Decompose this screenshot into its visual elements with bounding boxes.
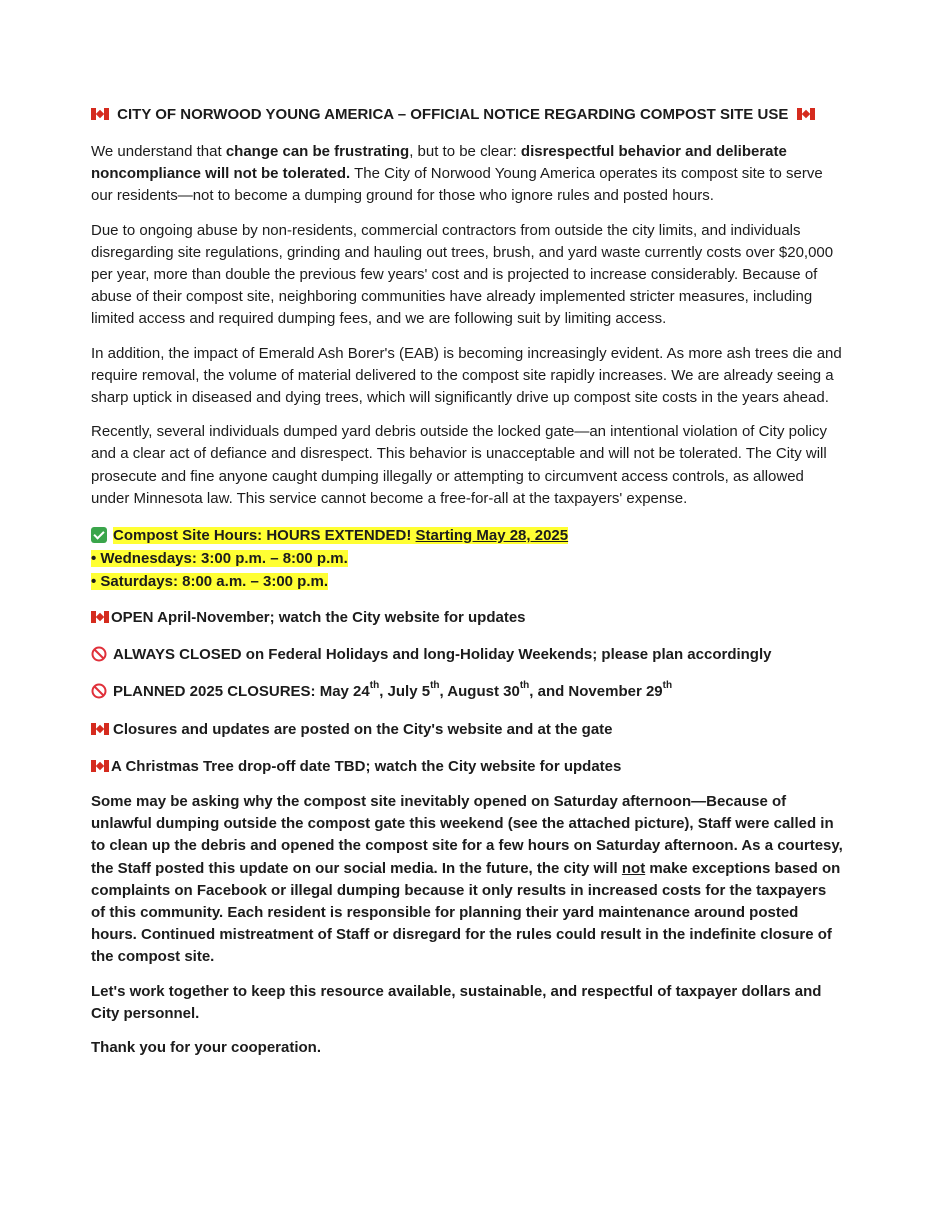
always-closed-item: [91, 644, 843, 666]
intro-bold-frustrating: change can be frustrating: [225, 143, 410, 160]
christmas-tree-text: A Christmas Tree drop-off date TBD; watch the City website for updates: [111, 757, 622, 775]
ordinal-suffix: th: [369, 680, 380, 692]
hours-heading: Compost Site Hours: HOURS EXTENDED!: [113, 527, 416, 545]
dumping-paragraph: Recently, several individuals dumped yard debris outside the locked gate—an intentional violation of City policy and a clear act of defiance and disrespect. This behavior is unacceptable and will not be tolerated. The City will prosecute and fine anyone caught dumping illegally or attempting to circumvent access controls, as allowed under Minnesota law. This service cannot become a free-for-all at the taxpayers' expense.: [91, 423, 827, 507]
costs-paragraph: Due to ongoing abuse by non-residents, commercial contractors from outside the city limits, and individuals disregarding site regulations, grinding and hauling out trees, brush, and yard waste currently costs over $20,000 per year, more than double the previous few years' cost and is projected to increase considerably. Because of abuse of their compost site, neighboring communities have already implemented stricter measures, including limited access and required dumping fees, and we are following suit by limiting access.: [91, 221, 834, 328]
explanation-not-underlined: not: [621, 859, 646, 877]
eab-paragraph: In addition, the impact of Emerald Ash Borer's (EAB) is becoming increasingly evident. As more ash trees die and require removal, the volume of material delivered to the compost site rapidly increases. We are already seeing a sharp uptick in diseased and dying trees, which will significantly drive up compost site costs in the years ahead.: [91, 344, 842, 407]
ordinal-suffix: th: [662, 680, 673, 692]
hours-block: [91, 524, 843, 593]
canada-flag-icon: [91, 760, 109, 772]
hours-wednesdays: • Wednesdays: 3:00 p.m. – 8:00 p.m.: [91, 550, 348, 568]
hours-start-date: Starting May 28, 2025: [415, 527, 569, 545]
canada-flag-icon: [91, 108, 109, 120]
intro-text: , but to be clear:: [409, 143, 521, 160]
closures-updates-item: [91, 719, 843, 741]
ordinal-suffix: th: [430, 680, 440, 692]
planned-closure-date: , and November 29: [529, 683, 663, 701]
canada-flag-icon: [797, 108, 815, 120]
explanation-text: Some may be asking why the compost site inevitably opened on Saturday afternoon—Because of unlawful dumping outside the compost gate this weekend (see the attached picture), Staff were called in to clean up the debris and opened the compost site for a few hours on Saturday afternoon. As a courtesy, the Staff posted this update on our social media. In the future, the city will: [91, 793, 843, 877]
open-text: OPEN April-November; watch the City website for updates: [111, 609, 526, 627]
canada-flag-icon: [91, 611, 109, 623]
check-mark-icon: [91, 527, 107, 543]
hours-saturday-line: [91, 570, 843, 593]
notice-title-line: [91, 104, 843, 126]
planned-closures-text: PLANNED 2025 CLOSURES: May 24: [113, 683, 370, 701]
canada-flag-icon: [91, 723, 109, 735]
no-entry-icon: [91, 683, 107, 699]
open-item: [91, 607, 843, 629]
no-entry-icon: [91, 646, 107, 662]
intro-bold-warning: disrespectful behavior and deliberate noncompliance will not be tolerated.: [91, 143, 787, 183]
explanation-text: make exceptions based on complaints on Facebook or illegal dumping because it only results in increased costs for the taxpayers of this community. Each resident is responsible for planning their yard maintenance around posted hours. Continued mistreatment of Staff or disregard for the rules could result in the indefinite closure of the compost site.: [91, 859, 841, 966]
intro-text: The City of Norwood Young America operates its compost site to serve our residents—not to become a dumping ground for those who ignore rules and posted hours.: [91, 165, 823, 205]
hours-wednesday-line: [91, 547, 843, 570]
work-together-paragraph: Let's work together to keep this resource available, sustainable, and respectful of taxpayer dollars and City personnel.: [91, 982, 822, 1022]
hours-saturdays: • Saturdays: 8:00 a.m. – 3:00 p.m.: [91, 573, 329, 591]
planned-closures-item: [91, 681, 843, 703]
planned-closure-date: , July 5: [379, 683, 431, 701]
planned-closure-date: , August 30: [439, 683, 520, 701]
ordinal-suffix: th: [519, 680, 530, 692]
thank-you-line: Thank you for your cooperation.: [91, 1039, 322, 1057]
intro-text: We understand that: [91, 143, 226, 160]
hours-heading-line: [91, 524, 843, 547]
saturday-explanation-paragraph: [91, 791, 843, 969]
always-closed-text: ALWAYS CLOSED on Federal Holidays and long-Holiday Weekends; please plan accordingly: [113, 646, 772, 664]
christmas-tree-item: [91, 756, 843, 778]
notice-title: CITY OF NORWOOD YOUNG AMERICA – OFFICIAL NOTICE REGARDING COMPOST SITE USE: [117, 106, 789, 123]
notice-content: [91, 104, 843, 1059]
closures-updates-text: Closures and updates are posted on the City's website and at the gate: [113, 720, 613, 738]
intro-paragraph: [91, 141, 843, 208]
